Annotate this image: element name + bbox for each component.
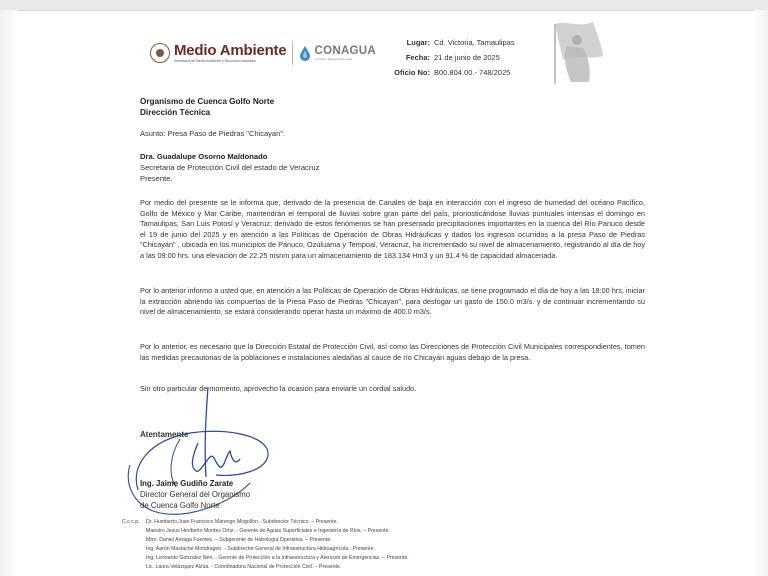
signer-block (140, 478, 645, 511)
semarnat-seal-icon (150, 43, 170, 63)
lugar-row (376, 35, 515, 50)
semarnat-title: Medio Ambiente (174, 41, 287, 59)
page-shadow-right (754, 10, 768, 576)
closing-atentamente: Atentamente (140, 430, 189, 439)
conagua-title: CONAGUA (314, 45, 376, 57)
logo-divider (292, 41, 293, 65)
ccp-line: Ing. Aarón Mastache Mondragon. - Subdirector General de Infraestructura Hidroagrícola.- Presente. (146, 546, 375, 553)
ccp-line: Mtro. Daniel Arriaga Fuentes. – Subgerente de Hidrología Operativa. – Presente. (146, 537, 332, 544)
page-shadow-left (0, 10, 18, 576)
ccp-line: Ing. Leonardo Gonzalez Neri. - Gerente de Protección a la Infraestructura y Atención de Emergencias. – Presente. (146, 555, 409, 562)
lugar-label: Lugar: (406, 38, 430, 47)
subject-line: Asunto: Presa Paso de Piedras "Chicayan". (140, 129, 285, 138)
conagua-logo (314, 45, 376, 61)
ccp-line: Lic. Laura Velázquez Alzúa. - Coordinadora Nacional de Protección Civil. – Presente. (146, 564, 342, 571)
oficio-label: Oficio No: (394, 68, 430, 77)
letterhead-logos (150, 41, 376, 65)
recipient-name: Dra. Guadalupe Osorno Maldonado (140, 152, 268, 161)
oficio-value: B00.804.00.- 748/2025 (434, 68, 511, 77)
ccp-block (122, 518, 409, 573)
org-department: Dirección Técnica (140, 108, 211, 117)
body-paragraph-1: Por medio del presente se le informa que, derivado de la presencia de Canales de baja en interacción con el ingreso de humedad del océano Pacífico, Golfo de México y Mar Caribe, mantendrán el temporal de lluvias sobre gran parte del país, pronosticándose lluvias puntuales intensas el domingo en Tamaulipas, San Luis Potosí y Veracruz; derivado de estos fenómenos se han presentado precipitaciones importantes en la cuenca del Río Panuco desde el 19 de junio del 2025 y en atención a las Políticas de Operación de Obras Hidráulicas y dados los ingresos ocurridos a la presa Paso de Piedras "Chicayán" , ubicada en los municipios de Pánuco, Ozuluama y Tempoal, Veracruz, ha incrementado su nivel de almacenamiento, registrando al día de hoy a las 09:00 hrs. una elevación de 22.25 msnm para un almacenamiento de 183.134 Hm3 y un 91.4 % de capacidad almacenada. (140, 198, 645, 260)
fecha-row (376, 50, 515, 65)
ccp-label: C.c.c.p. (122, 519, 140, 525)
conagua-drop-icon (299, 45, 311, 61)
signer-title-line-1: Director General del Organismo (140, 490, 251, 499)
ccp-list (146, 518, 409, 573)
recipient-presente: Presente. (140, 174, 173, 183)
semarnat-logo (174, 43, 286, 64)
org-name: Organismo de Cuenca Golfo Norte (140, 97, 275, 106)
recipient-title: Secretaria de Protección Civil del estado de Veracruz (140, 163, 320, 172)
signer-title-line-2: de Cuenca Golfo Norte (140, 501, 220, 510)
lugar-value: Cd. Victoria, Tamaulipas (434, 38, 515, 47)
ccp-line: Maestro Jesus Heriberto Montes Ortiz. - Gerente de Aguas Superficiales e Ingeniería de Ríos. – Presente. (146, 528, 390, 535)
semarnat-subtitle: Secretaría de Medio Ambiente y Recursos Naturales (174, 58, 256, 63)
body-paragraph-3: Por lo anterior, es necesario que la Dirección Estatal de Protección Civil, así como las Direcciones de Protección Civil Municipales correspondientes, tomen las medidas precautorias de la poblaciones e instalaciones aledañas al cauce de río Chicayán aguas debajo de la presa. (140, 342, 645, 362)
letter-metadata (376, 35, 515, 80)
fecha-label: Fecha: (405, 53, 430, 62)
sender-organization (140, 96, 645, 118)
viewer-top-bar (0, 0, 768, 11)
heroine-flag-watermark (545, 16, 607, 86)
ccp-line: Dr. Humberto Juan Francisco Marengo Mogollón. -Subdirector Técnico. – Presente. (146, 519, 338, 525)
ccp-row (122, 518, 409, 573)
conagua-subtitle: Comisión Nacional del Agua (314, 57, 353, 61)
body-paragraph-2: Por lo anterior informo a usted que, en atención a las Políticas de Operación de Obras Hidráulicas, se tiene programado el día de hoy a las 18:00 hrs, iniciar la extracción abriendo las compuertas de la Presa Paso de Piedras "Chicayan", para desfogar un gasto de 150.0 m3/s. y de continuar incrementando su nivel de almacenamiento, se estará considerando operar hasta un máximo de 400.0 m3/s. (140, 286, 645, 316)
signer-name: Ing. Jaime Gudiño Zarate (140, 479, 234, 488)
oficio-row (376, 65, 515, 80)
body-paragraph-4: Sin otro particular de momento, aprovecho la ocasión para enviarle un cordial saludo. (140, 384, 417, 393)
recipient-block (140, 151, 645, 184)
fecha-value: 21 de junio de 2025 (434, 53, 500, 62)
